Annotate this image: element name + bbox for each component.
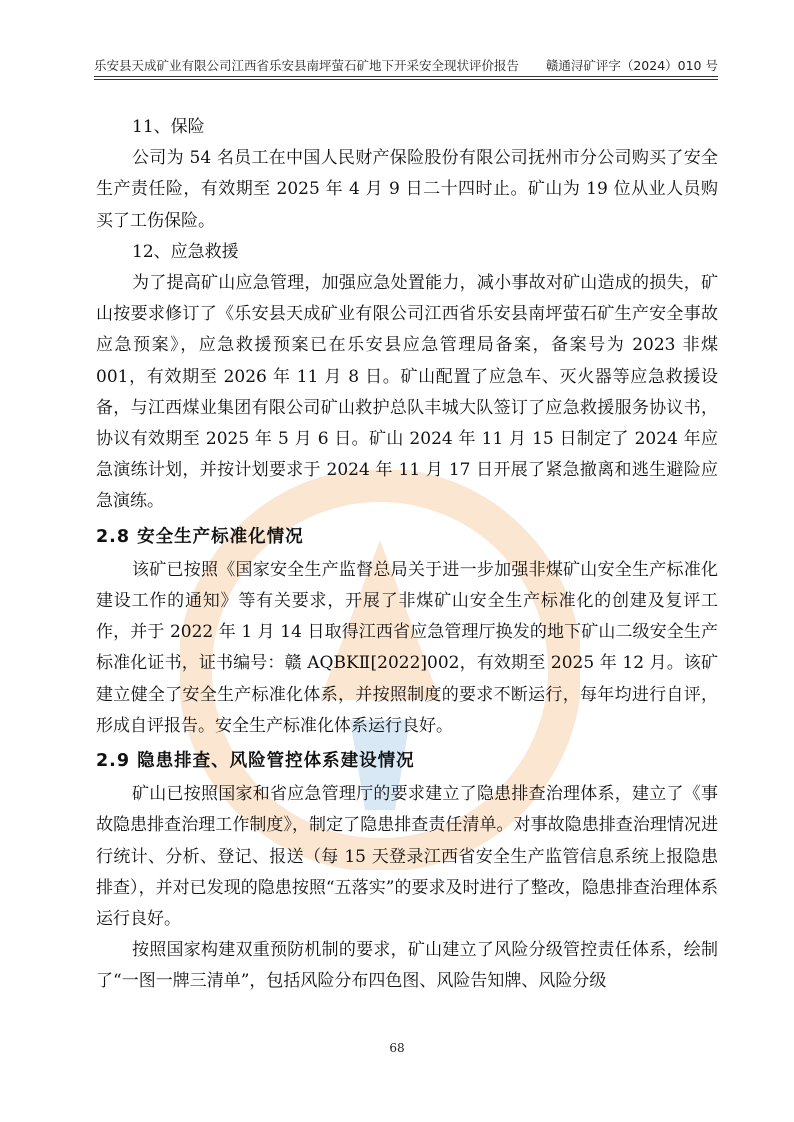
header-report-number: 赣通浔矿评字（2024）010 号 <box>545 58 718 73</box>
section-insurance-heading: 11、保险 <box>132 117 205 137</box>
header-rule <box>94 76 718 80</box>
paragraph-emergency: 为了提高矿山应急管理，加强应急处置能力，减小事故对矿山造成的损失，矿山按要求修订了《乐安县天成矿业有限公司江西省乐安县南坪萤石矿生产安全事故应急预案》，应急救援预案已在乐安县应急管理局备案，备案号为 2023 非煤 001，有效期至 2026 年 11 月 8 日。矿山配置了应急车、灭火器等应急救援设备，与江西煤业集团有限公司矿山救护总队丰城大队签订了应急救援服务协议书，协议有效期至 2025 年 5 月 6 日。矿山 2024 年 11 月 15 日制定了 2024 年应急演练计划，并按计划要求于 2024 年 11 月 17 日开展了紧急撤离和逃生避险应急演练。 <box>96 273 718 512</box>
page-header <box>94 56 718 76</box>
paragraph-risk-control: 按照国家构建双重预防机制的要求，矿山建立了风险分级管控责任体系，绘制了“一图一牌三清单”，包括风险分布四色图、风险告知牌、风险分级 <box>96 940 718 992</box>
page-number: 68 <box>389 1041 405 1055</box>
header-title: 乐安县天成矿业有限公司江西省乐安县南坪萤石矿地下开采安全现状评价报告 <box>94 58 520 73</box>
section-2-8-heading: 2.8 安全生产标准化情况 <box>96 526 304 547</box>
paragraph-standardization: 该矿已按照《国家安全生产监督总局关于进一步加强非煤矿山安全生产标准化建设工作的通知》等有关要求，开展了非煤矿山安全生产标准化的创建及复评工作，并于 2022 年 1 月 14 日取得江西省应急管理厅换发的地下矿山二级安全生产标准化证书，证书编号：赣 AQBKⅡ[2022]002，有效期至 2025 年 12 月。该矿建立健全了安全生产标准化体系，并按照制度的要求不断运行，每年均进行自评，形成自评报告。安全生产标准化体系运行良好。 <box>96 559 718 736</box>
document-body <box>96 112 718 998</box>
paragraph-insurance: 公司为 54 名员工在中国人民财产保险股份有限公司抚州市分公司购买了安全生产责任险，有效期至 2025 年 4 月 9 日二十四时止。矿山为 19 位从业人员购买了工伤保险。 <box>96 148 718 231</box>
section-emergency-heading: 12、应急救援 <box>132 241 239 262</box>
section-2-9-heading: 2.9 隐患排查、风险管控体系建设情况 <box>96 751 415 772</box>
paragraph-hazard-investigation: 矿山已按照国家和省应急管理厅的要求建立了隐患排查治理体系，建立了《事故隐患排查治理工作制度》，制定了隐患排查责任清单。对事故隐患排查治理情况进行统计、分析、登记、报送（每 15 天登录江西省安全生产监管信息系统上报隐患排查），并对已发现的隐患按照“五落实”的要求及时进行了整改，隐患排查治理体系运行良好。 <box>96 784 718 930</box>
